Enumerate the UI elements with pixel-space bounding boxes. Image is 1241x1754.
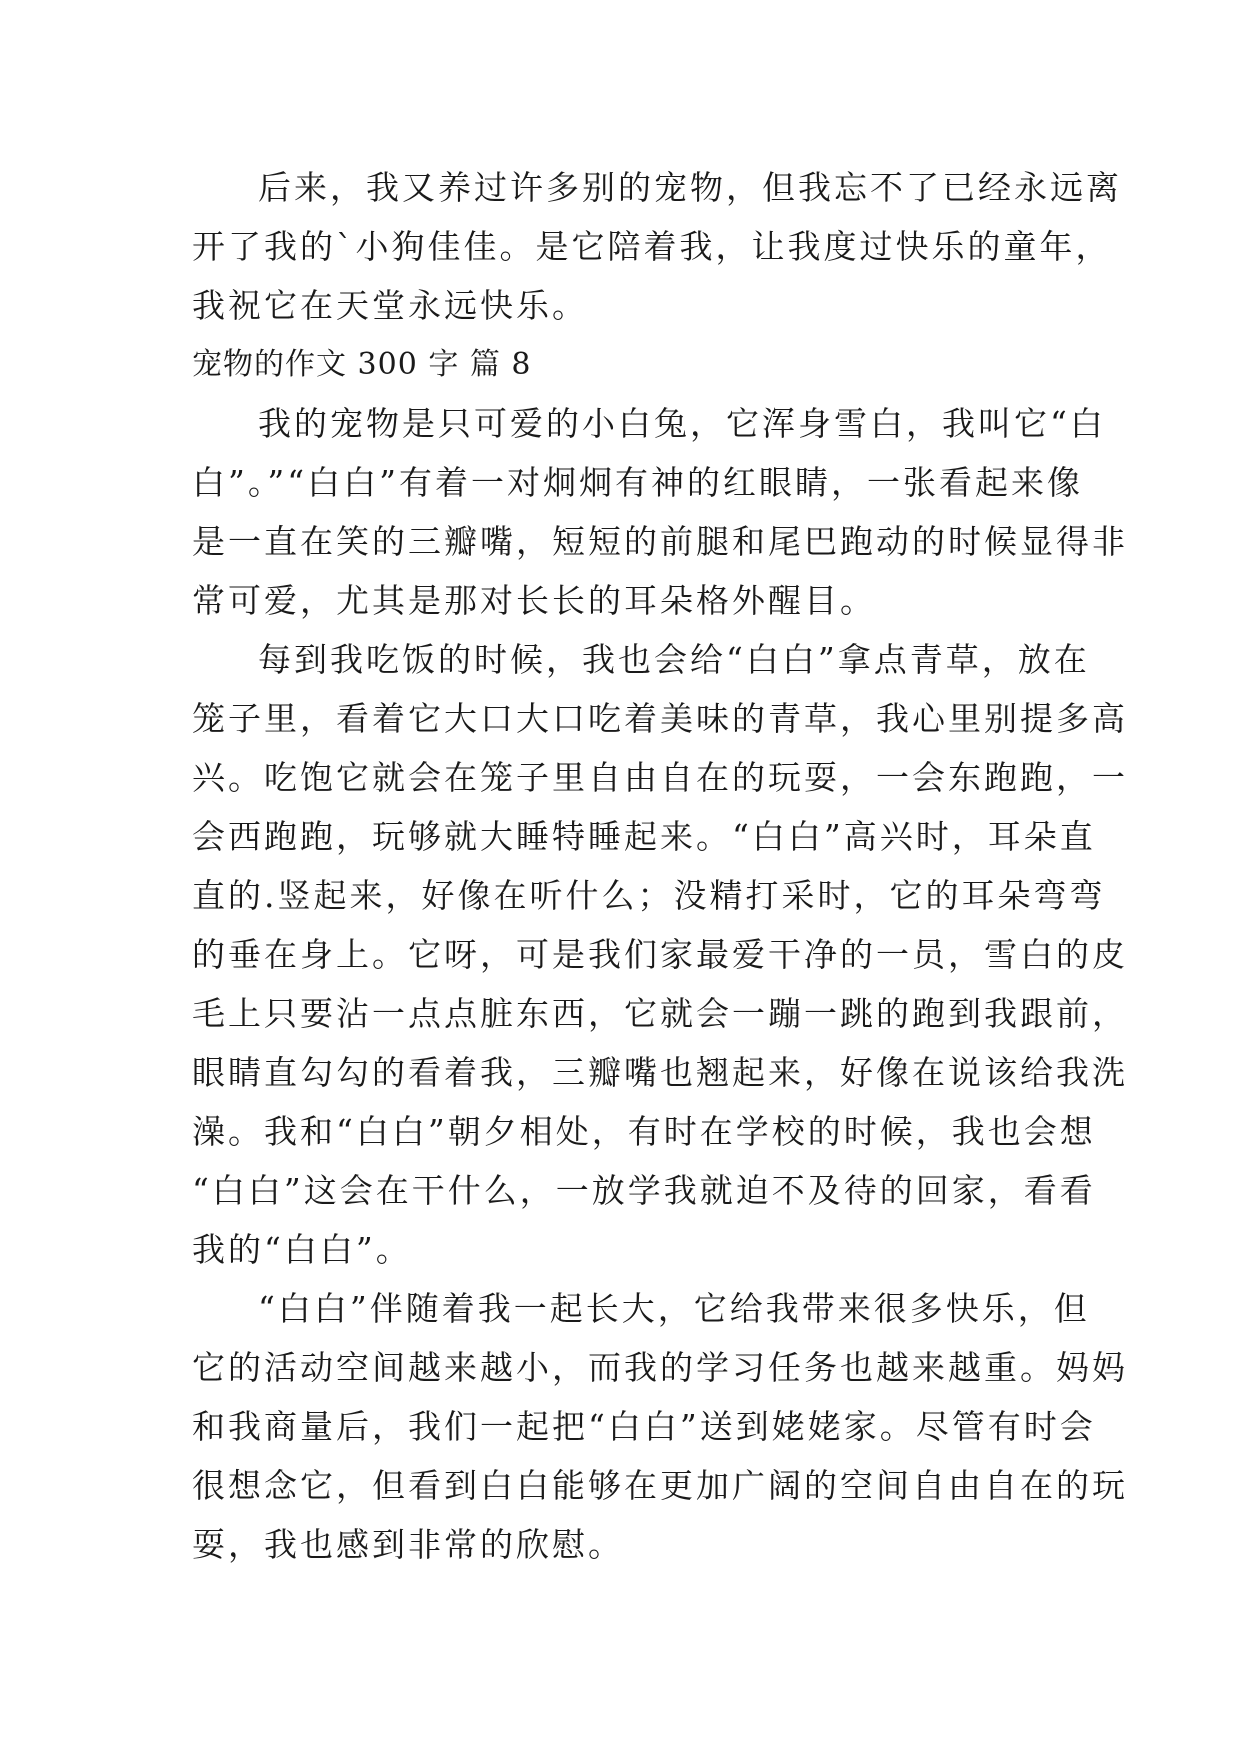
- text-line: 澡。我和“白白”朝夕相处，有时在学校的时候，我也会想: [192, 1112, 1096, 1151]
- text-line: 是一直在笑的三瓣嘴，短短的前腿和尾巴跑动的时候显得非: [192, 522, 1128, 561]
- text-line: 我祝它在天堂永远快乐。: [192, 286, 588, 325]
- text-line: 常可爱，尤其是那对长长的耳朵格外醒目。: [192, 581, 876, 620]
- text-line: 会西跑跑，玩够就大睡特睡起来。“白白”高兴时，耳朵直: [192, 817, 1096, 856]
- text-line: 开了我的`小狗佳佳。是它陪着我，让我度过快乐的童年，: [192, 227, 1112, 266]
- text-line: 毛上只要沾一点点脏东西，它就会一蹦一跳的跑到我跟前，: [192, 994, 1128, 1033]
- paragraph-conclusion: [192, 1279, 1128, 1574]
- text-line: 直的.竖起来，好像在听什么；没精打采时，它的耳朵弯弯: [192, 876, 1106, 915]
- text-line: 眼睛直勾勾的看着我，三瓣嘴也翘起来，好像在说该给我洗: [192, 1053, 1128, 1092]
- paragraph-ending-previous-essay: [192, 158, 1122, 335]
- text-line: “白白”这会在干什么，一放学我就迫不及待的回家，看看: [192, 1171, 1096, 1210]
- text-line: 的垂在身上。它呀，可是我们家最爱干净的一员，雪白的皮: [192, 935, 1128, 974]
- text-line: 笼子里，看着它大口大口吃着美味的青草，我心里别提多高: [192, 699, 1128, 738]
- text-line: 我的宠物是只可爱的小白兔，它浑身雪白，我叫它“白: [258, 404, 1106, 443]
- text-line: 耍，我也感到非常的欣慰。: [192, 1525, 624, 1564]
- text-line: 它的活动空间越来越小，而我的学习任务也越来越重。妈妈: [192, 1348, 1128, 1387]
- text-line: 后来，我又养过许多别的宠物，但我忘不了已经永远离: [258, 168, 1122, 207]
- text-line: 很想念它，但看到白白能够在更加广阔的空间自由自在的玩: [192, 1466, 1128, 1505]
- text-line: 我的“白白”。: [192, 1230, 412, 1269]
- paragraph-feeding: [192, 630, 1128, 1279]
- section-heading: 宠物的作文 300 字 篇 8: [192, 347, 532, 382]
- paragraph-intro-rabbit: [192, 394, 1128, 630]
- document-page: [192, 158, 1128, 1574]
- text-line: 和我商量后，我们一起把“白白”送到姥姥家。尽管有时会: [192, 1407, 1096, 1446]
- text-line: 每到我吃饭的时候，我也会给“白白”拿点青草，放在: [258, 640, 1090, 679]
- text-line: 白”。”“白白”有着一对炯炯有神的红眼睛，一张看起来像: [192, 463, 1083, 502]
- text-line: 兴。吃饱它就会在笼子里自由自在的玩耍，一会东跑跑，一: [192, 758, 1128, 797]
- text-line: “白白”伴随着我一起长大，它给我带来很多快乐，但: [258, 1289, 1090, 1328]
